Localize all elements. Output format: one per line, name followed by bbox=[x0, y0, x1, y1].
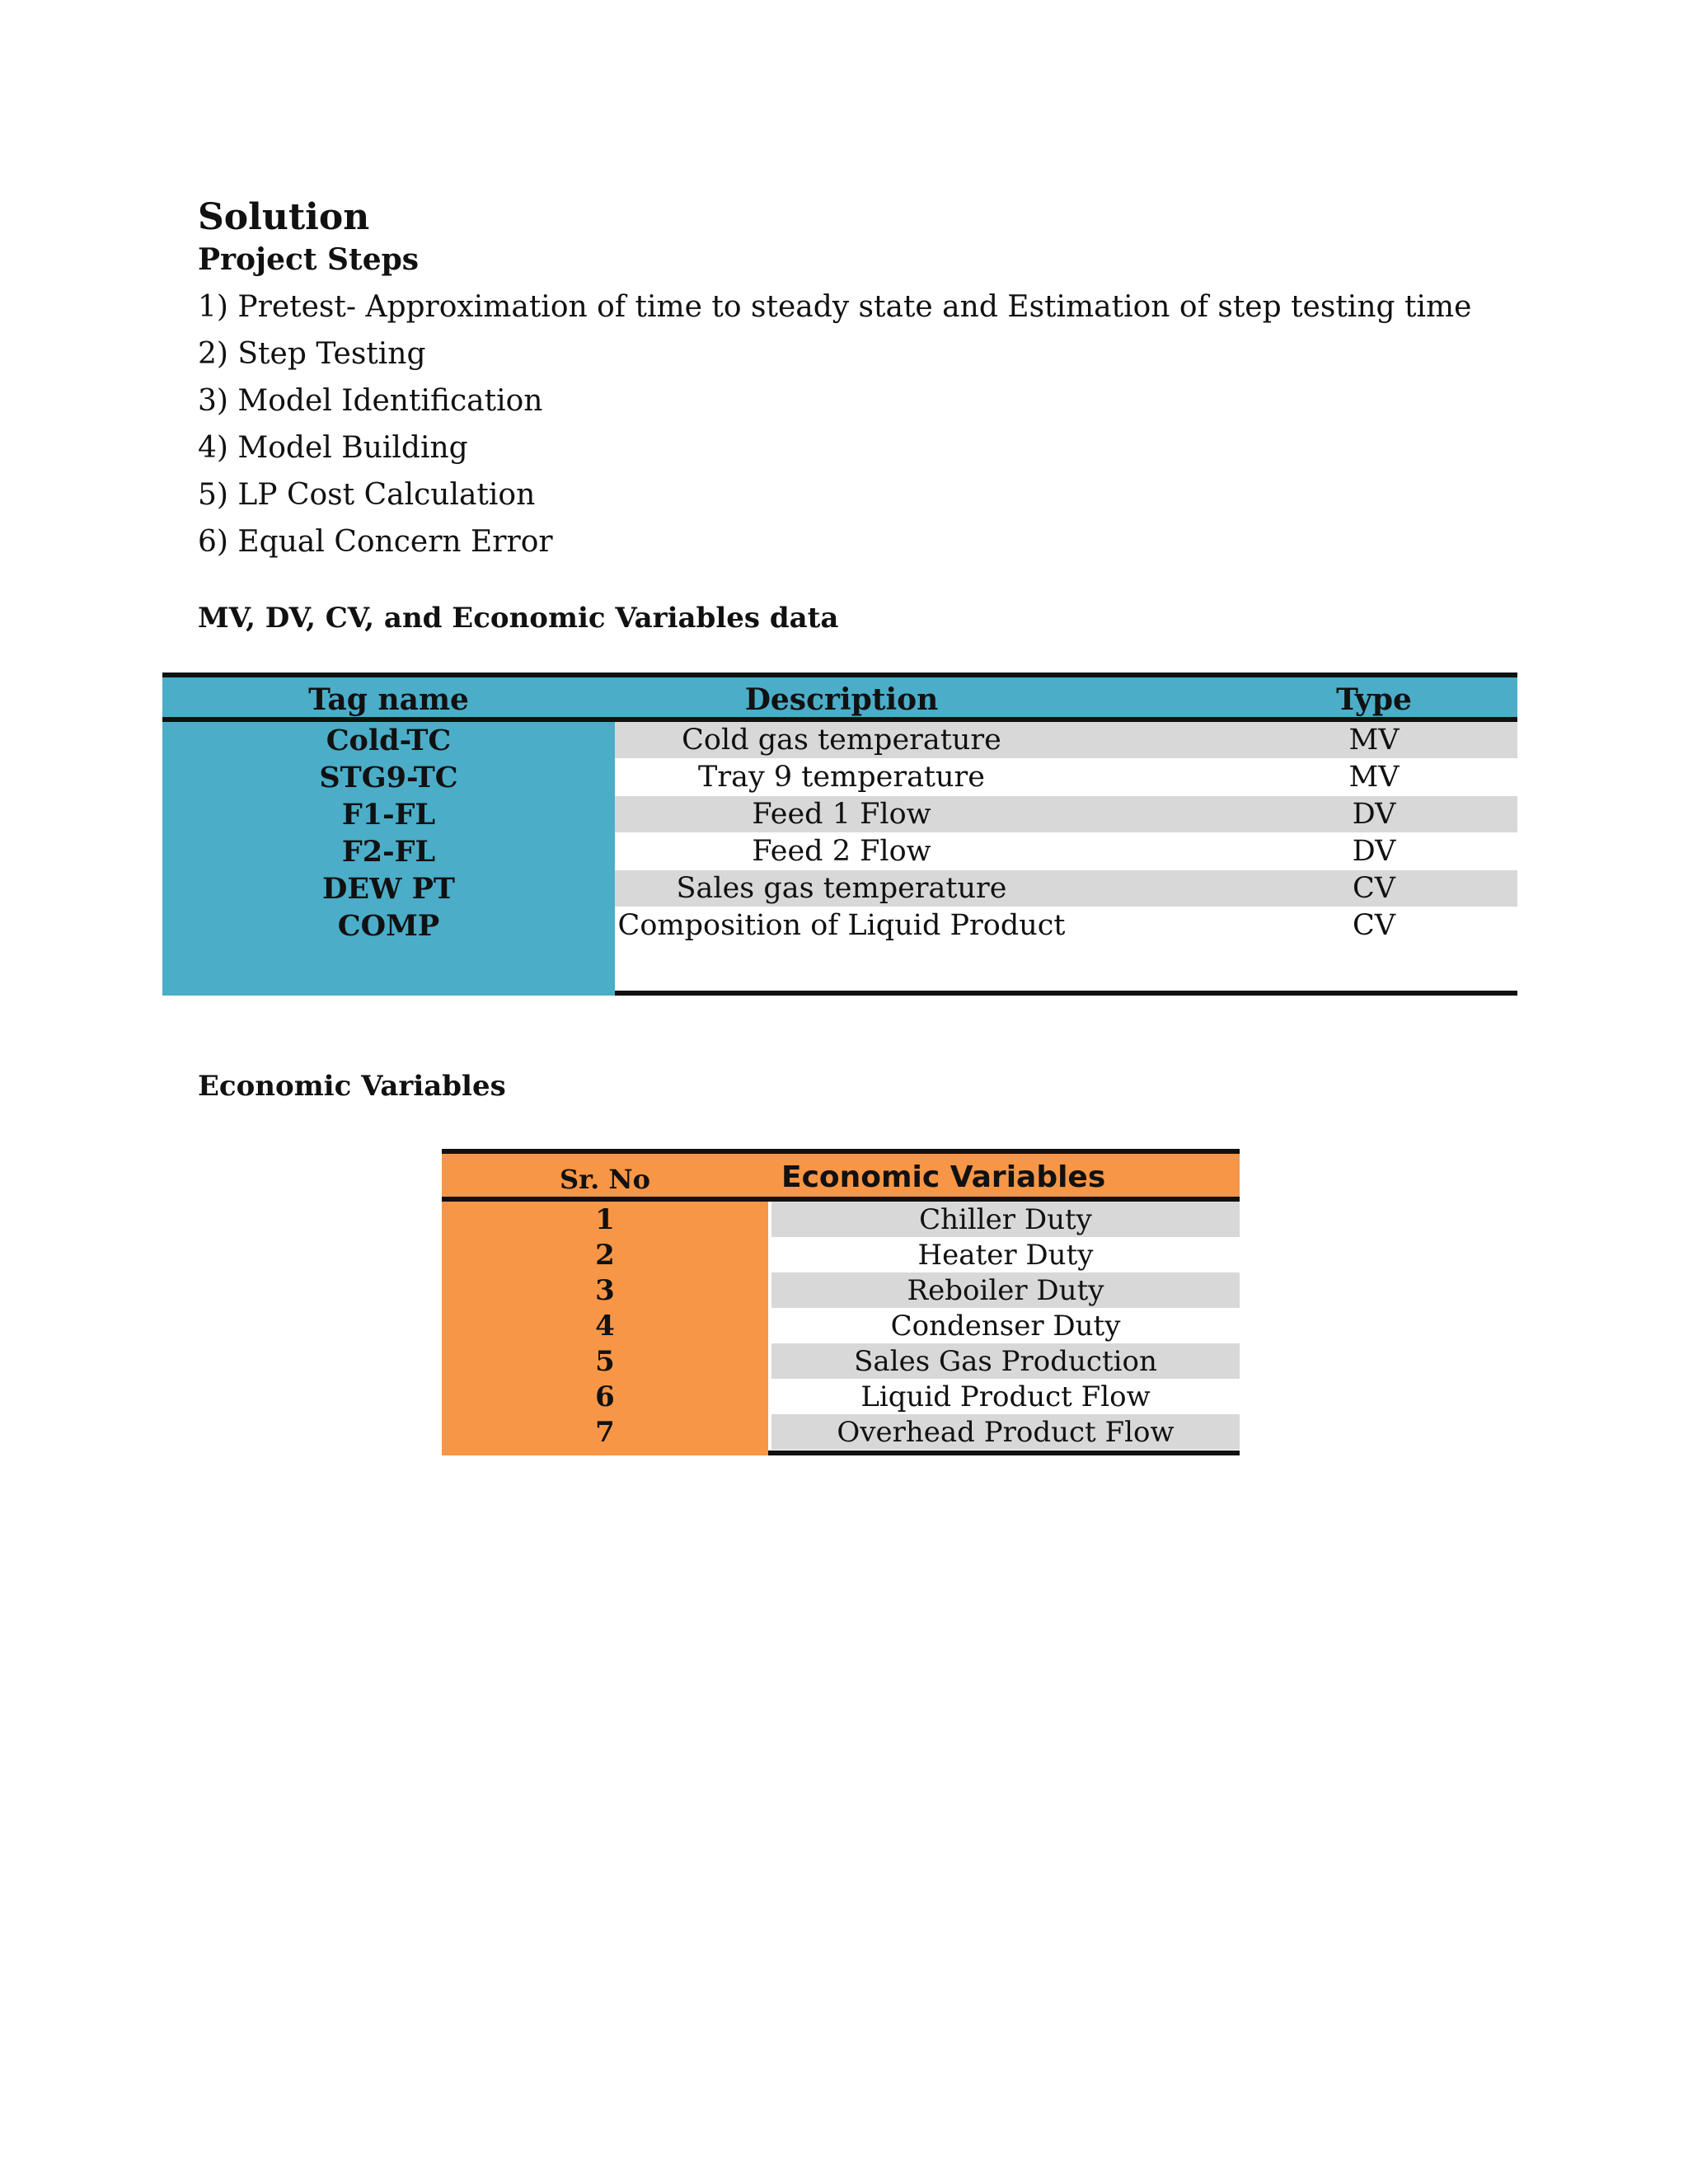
table-row bbox=[162, 907, 1517, 944]
table-row bbox=[442, 1308, 1240, 1343]
table-row bbox=[442, 1343, 1240, 1379]
sr-no-cell: 4 bbox=[595, 1310, 615, 1343]
economic-variable-cell: Overhead Product Flow bbox=[837, 1416, 1175, 1449]
description-cell: Cold gas temperature bbox=[682, 724, 1001, 757]
economic-variable-cell: Chiller Duty bbox=[919, 1203, 1092, 1236]
project-step-2: 2) Step Testing bbox=[198, 337, 426, 371]
solution-heading: Solution bbox=[198, 196, 370, 238]
variables-table bbox=[162, 673, 1517, 996]
description-cell: Composition of Liquid Product bbox=[617, 909, 1066, 942]
economic-variables-heading: Economic Variables bbox=[198, 1070, 506, 1103]
header-economic-variables: Economic Variables bbox=[781, 1160, 1106, 1194]
table-row bbox=[162, 796, 1517, 832]
variables-table-header bbox=[162, 677, 1517, 722]
economic-variable-cell: Sales Gas Production bbox=[854, 1345, 1157, 1378]
sr-no-cell: 5 bbox=[595, 1345, 615, 1378]
economic-variables-table bbox=[442, 1149, 1240, 1455]
header-sr-no: Sr. No bbox=[560, 1164, 650, 1195]
project-step-6: 6) Equal Concern Error bbox=[198, 525, 553, 559]
project-step-1: 1) Pretest- Approximation of time to steady state and Estimation of step testing time bbox=[198, 290, 1472, 324]
type-cell: MV bbox=[1348, 724, 1400, 757]
economic-variable-cell: Heater Duty bbox=[917, 1239, 1094, 1272]
economic-variable-cell: Liquid Product Flow bbox=[860, 1380, 1151, 1413]
type-cell: CV bbox=[1352, 909, 1396, 942]
header-description: Description bbox=[744, 682, 939, 717]
description-cell: Sales gas temperature bbox=[676, 872, 1007, 905]
economic-table-header bbox=[442, 1154, 1240, 1202]
type-cell: DV bbox=[1352, 835, 1396, 868]
type-cell: DV bbox=[1352, 798, 1396, 831]
sr-no-cell: 1 bbox=[595, 1203, 615, 1236]
project-steps-heading: Project Steps bbox=[198, 242, 420, 277]
project-step-3: 3) Model Identification bbox=[198, 384, 543, 418]
description-cell: Tray 9 temperature bbox=[698, 761, 985, 794]
variables-data-heading: MV, DV, CV, and Economic Variables data bbox=[198, 602, 839, 635]
sr-no-cell: 7 bbox=[595, 1416, 615, 1449]
project-step-5: 5) LP Cost Calculation bbox=[198, 478, 536, 512]
economic-variable-cell: Condenser Duty bbox=[890, 1310, 1121, 1343]
tag-cell: F1-FL bbox=[341, 798, 436, 832]
table-row bbox=[442, 1237, 1240, 1272]
table-row bbox=[162, 722, 1517, 758]
table-row bbox=[162, 833, 1517, 869]
sr-no-cell: 3 bbox=[595, 1274, 615, 1307]
description-cell: Feed 1 Flow bbox=[752, 798, 931, 831]
header-type: Type bbox=[1336, 682, 1412, 717]
table-row bbox=[162, 870, 1517, 907]
tag-cell: STG9-TC bbox=[319, 761, 458, 794]
sr-no-cell: 2 bbox=[595, 1239, 615, 1272]
tag-cell: F2-FL bbox=[341, 835, 436, 869]
type-cell: MV bbox=[1348, 761, 1400, 794]
project-step-4: 4) Model Building bbox=[198, 431, 468, 465]
tag-cell: COMP bbox=[337, 909, 440, 943]
table-row bbox=[162, 759, 1517, 795]
sr-no-cell: 6 bbox=[595, 1380, 615, 1413]
table-row bbox=[442, 1202, 1240, 1237]
type-cell: CV bbox=[1352, 872, 1396, 905]
description-cell: Feed 2 Flow bbox=[752, 835, 931, 868]
table-row bbox=[442, 1379, 1240, 1414]
table-row bbox=[442, 1414, 1240, 1450]
project-steps-list bbox=[198, 284, 1471, 565]
header-tag-name: Tag name bbox=[308, 682, 469, 717]
tag-cell: Cold-TC bbox=[326, 724, 452, 757]
tag-cell: DEW PT bbox=[322, 872, 455, 906]
economic-variable-cell: Reboiler Duty bbox=[907, 1274, 1104, 1307]
table-row bbox=[442, 1272, 1240, 1308]
